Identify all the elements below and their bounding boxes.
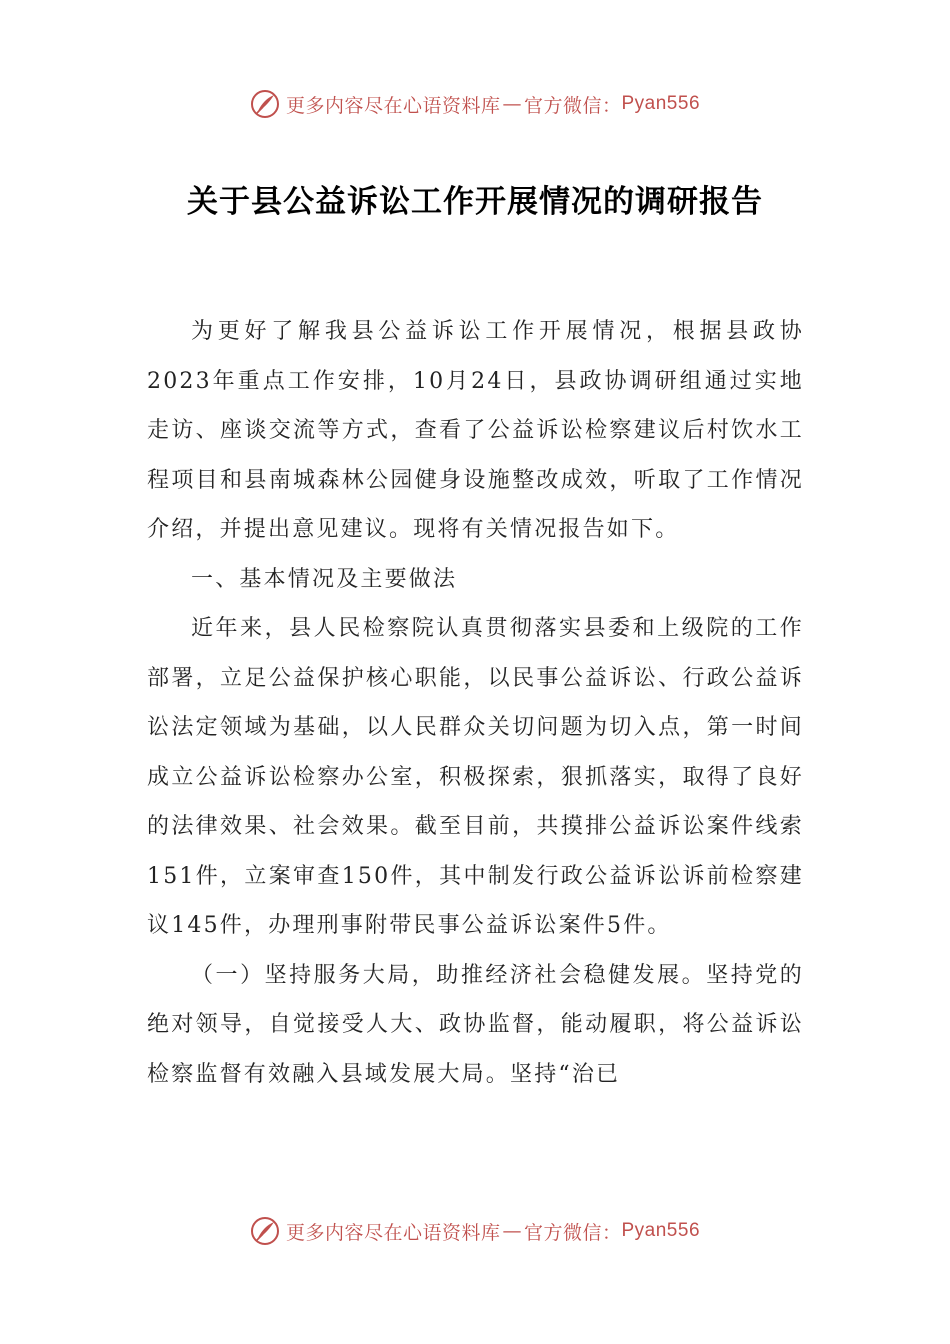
watermark-prefix: 更多内容尽在心语资料库 [285, 1221, 501, 1244]
watermark-suffix: 官方微信： [523, 94, 622, 117]
watermark-separator: — [502, 93, 522, 115]
footer-watermark [0, 1211, 950, 1251]
watermark-suffix: 官方微信： [523, 1221, 622, 1244]
paragraph: 为更好了解我县公益诉讼工作开展情况，根据县政协2023年重点工作安排，10月24日，县政协调研组通过实地走访、座谈交流等方式，查看了公益诉讼检察建议后村饮水工程项目和县南城森林公园健身设施整改成效，听取了工作情况介绍，并提出意见建议。现将有关情况报告如下。 [147, 319, 804, 542]
quill-logo-icon [250, 1216, 280, 1246]
quill-logo-icon [250, 89, 280, 119]
paragraph: 近年来，县人民检察院认真贯彻落实县委和上级院的工作部署，立足公益保护核心职能，以民事公益诉讼、行政公益诉讼法定领域为基础，以人民群众关切问题为切入点，第一时间成立公益诉讼检察办公室，积极探索，狠抓落实，取得了良好的法律效果、社会效果。截至目前，共摸排公益诉讼案件线索151件，立案审查150件，其中制发行政公益诉讼诉前检察建议145件，办理刑事附带民事公益诉讼案件5件。 [147, 616, 804, 938]
section-heading: 一、基本情况及主要做法 [191, 566, 458, 592]
watermark-wechat-id: Pyan556 [621, 93, 701, 114]
watermark-wechat-id: Pyan556 [621, 1220, 701, 1241]
watermark-prefix: 更多内容尽在心语资料库 [285, 94, 501, 117]
document-title: 关于县公益诉讼工作开展情况的调研报告 [187, 184, 763, 220]
watermark-separator: — [502, 1220, 522, 1242]
document-body [147, 307, 804, 1099]
header-watermark [0, 84, 950, 124]
paragraph: （一）坚持服务大局，助推经济社会稳健发展。坚持党的绝对领导，自觉接受人大、政协监督，能动履职，将公益诉讼检察监督有效融入县域发展大局。坚持“治已 [147, 962, 804, 1087]
